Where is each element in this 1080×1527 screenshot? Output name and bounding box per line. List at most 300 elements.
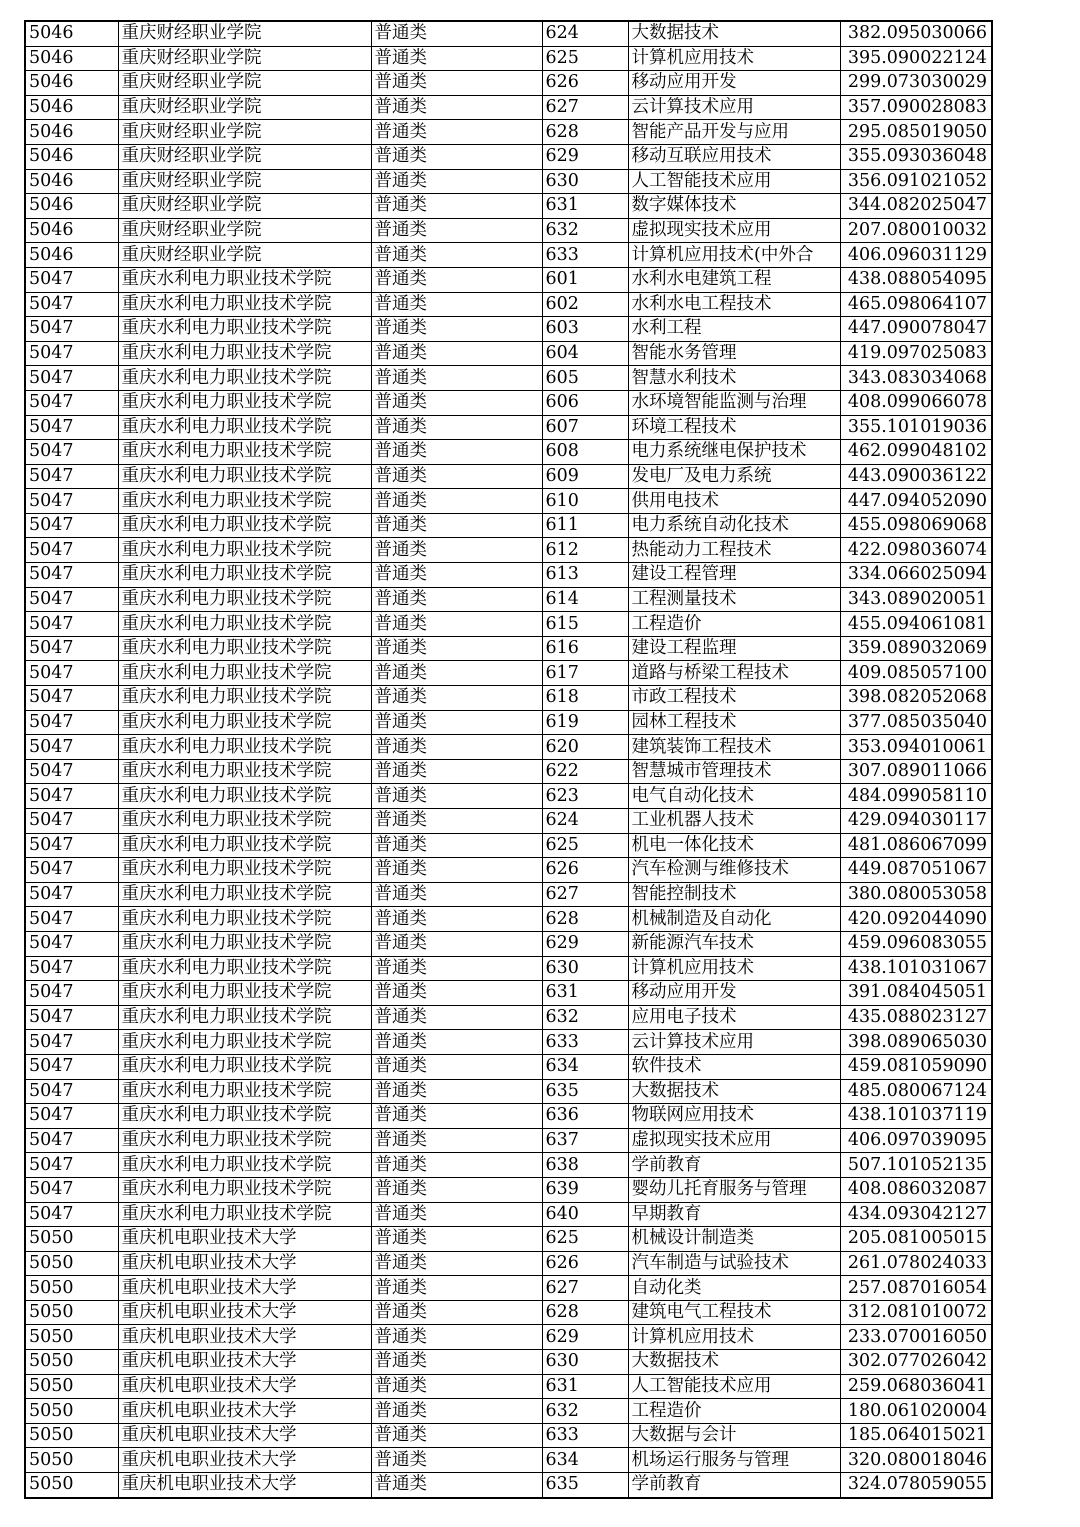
score-cell: 447.090078047 xyxy=(840,317,992,342)
school-name-cell: 重庆水利电力职业技术学院 xyxy=(118,464,371,489)
major-code-cell: 634 xyxy=(542,1054,628,1079)
category-cell: 普通类 xyxy=(371,981,542,1006)
school-name-cell: 重庆水利电力职业技术学院 xyxy=(118,587,371,612)
major-code-cell: 640 xyxy=(542,1202,628,1227)
major-code-cell: 624 xyxy=(542,809,628,834)
school-name-cell: 重庆机电职业技术大学 xyxy=(118,1276,371,1301)
school-code-cell: 5047 xyxy=(25,513,118,538)
major-name-cell: 学前教育 xyxy=(628,1473,840,1498)
table-row xyxy=(25,390,992,415)
major-code-cell: 629 xyxy=(542,931,628,956)
major-name-cell: 云计算技术应用 xyxy=(628,95,840,120)
score-cell: 449.087051067 xyxy=(840,858,992,883)
major-name-cell: 电气自动化技术 xyxy=(628,784,840,809)
category-cell: 普通类 xyxy=(371,661,542,686)
score-cell: 406.096031129 xyxy=(840,243,992,268)
school-code-cell: 5050 xyxy=(25,1448,118,1473)
category-cell: 普通类 xyxy=(371,21,542,46)
school-name-cell: 重庆机电职业技术大学 xyxy=(118,1399,371,1424)
school-name-cell: 重庆机电职业技术大学 xyxy=(118,1423,371,1448)
major-name-cell: 大数据技术 xyxy=(628,21,840,46)
school-code-cell: 5047 xyxy=(25,1128,118,1153)
school-code-cell: 5047 xyxy=(25,538,118,563)
school-name-cell: 重庆水利电力职业技术学院 xyxy=(118,538,371,563)
table-row xyxy=(25,194,992,219)
school-code-cell: 5047 xyxy=(25,415,118,440)
category-cell: 普通类 xyxy=(371,809,542,834)
major-code-cell: 618 xyxy=(542,686,628,711)
school-name-cell: 重庆水利电力职业技术学院 xyxy=(118,1153,371,1178)
table-row xyxy=(25,1128,992,1153)
table-row xyxy=(25,1350,992,1375)
category-cell: 普通类 xyxy=(371,1473,542,1498)
school-name-cell: 重庆水利电力职业技术学院 xyxy=(118,1177,371,1202)
major-code-cell: 636 xyxy=(542,1104,628,1129)
category-cell: 普通类 xyxy=(371,587,542,612)
school-code-cell: 5050 xyxy=(25,1251,118,1276)
school-code-cell: 5047 xyxy=(25,907,118,932)
table-row xyxy=(25,1448,992,1473)
major-code-cell: 615 xyxy=(542,612,628,637)
major-name-cell: 园林工程技术 xyxy=(628,710,840,735)
major-name-cell: 移动应用开发 xyxy=(628,71,840,96)
table-row xyxy=(25,218,992,243)
category-cell: 普通类 xyxy=(371,1423,542,1448)
major-name-cell: 软件技术 xyxy=(628,1054,840,1079)
table-row xyxy=(25,1202,992,1227)
school-code-cell: 5046 xyxy=(25,194,118,219)
major-code-cell: 625 xyxy=(542,46,628,71)
major-name-cell: 人工智能技术应用 xyxy=(628,1374,840,1399)
school-code-cell: 5047 xyxy=(25,341,118,366)
category-cell: 普通类 xyxy=(371,144,542,169)
school-code-cell: 5047 xyxy=(25,1104,118,1129)
category-cell: 普通类 xyxy=(371,1350,542,1375)
school-code-cell: 5047 xyxy=(25,784,118,809)
major-code-cell: 620 xyxy=(542,735,628,760)
school-name-cell: 重庆水利电力职业技术学院 xyxy=(118,759,371,784)
score-cell: 307.089011066 xyxy=(840,759,992,784)
category-cell: 普通类 xyxy=(371,46,542,71)
school-name-cell: 重庆水利电力职业技术学院 xyxy=(118,1005,371,1030)
major-name-cell: 工业机器人技术 xyxy=(628,809,840,834)
school-code-cell: 5046 xyxy=(25,169,118,194)
major-name-cell: 虚拟现实技术应用 xyxy=(628,1128,840,1153)
score-cell: 420.092044090 xyxy=(840,907,992,932)
major-name-cell: 工程造价 xyxy=(628,612,840,637)
major-code-cell: 604 xyxy=(542,341,628,366)
school-name-cell: 重庆水利电力职业技术学院 xyxy=(118,292,371,317)
school-name-cell: 重庆财经职业学院 xyxy=(118,95,371,120)
major-code-cell: 628 xyxy=(542,1300,628,1325)
category-cell: 普通类 xyxy=(371,1005,542,1030)
major-name-cell: 数字媒体技术 xyxy=(628,194,840,219)
score-cell: 438.101031067 xyxy=(840,956,992,981)
school-name-cell: 重庆水利电力职业技术学院 xyxy=(118,1079,371,1104)
major-name-cell: 婴幼儿托育服务与管理 xyxy=(628,1177,840,1202)
major-code-cell: 601 xyxy=(542,267,628,292)
school-name-cell: 重庆财经职业学院 xyxy=(118,46,371,71)
category-cell: 普通类 xyxy=(371,71,542,96)
school-code-cell: 5047 xyxy=(25,612,118,637)
category-cell: 普通类 xyxy=(371,686,542,711)
major-code-cell: 632 xyxy=(542,1399,628,1424)
score-cell: 299.073030029 xyxy=(840,71,992,96)
school-name-cell: 重庆水利电力职业技术学院 xyxy=(118,440,371,465)
school-name-cell: 重庆水利电力职业技术学院 xyxy=(118,341,371,366)
score-cell: 334.066025094 xyxy=(840,563,992,588)
school-name-cell: 重庆财经职业学院 xyxy=(118,21,371,46)
category-cell: 普通类 xyxy=(371,218,542,243)
major-code-cell: 629 xyxy=(542,1325,628,1350)
major-name-cell: 工程测量技术 xyxy=(628,587,840,612)
score-cell: 408.099066078 xyxy=(840,390,992,415)
school-code-cell: 5047 xyxy=(25,292,118,317)
major-name-cell: 大数据技术 xyxy=(628,1079,840,1104)
school-code-cell: 5050 xyxy=(25,1473,118,1498)
school-name-cell: 重庆水利电力职业技术学院 xyxy=(118,981,371,1006)
school-name-cell: 重庆水利电力职业技术学院 xyxy=(118,710,371,735)
score-cell: 257.087016054 xyxy=(840,1276,992,1301)
school-code-cell: 5046 xyxy=(25,71,118,96)
major-code-cell: 627 xyxy=(542,882,628,907)
school-name-cell: 重庆水利电力职业技术学院 xyxy=(118,833,371,858)
school-name-cell: 重庆机电职业技术大学 xyxy=(118,1374,371,1399)
school-name-cell: 重庆水利电力职业技术学院 xyxy=(118,317,371,342)
school-code-cell: 5047 xyxy=(25,1054,118,1079)
school-name-cell: 重庆水利电力职业技术学院 xyxy=(118,267,371,292)
score-cell: 382.095030066 xyxy=(840,21,992,46)
school-code-cell: 5046 xyxy=(25,46,118,71)
category-cell: 普通类 xyxy=(371,956,542,981)
category-cell: 普通类 xyxy=(371,858,542,883)
score-cell: 481.086067099 xyxy=(840,833,992,858)
major-name-cell: 热能动力工程技术 xyxy=(628,538,840,563)
category-cell: 普通类 xyxy=(371,1079,542,1104)
school-code-cell: 5047 xyxy=(25,710,118,735)
school-code-cell: 5047 xyxy=(25,1153,118,1178)
table-row xyxy=(25,1251,992,1276)
score-cell: 357.090028083 xyxy=(840,95,992,120)
table-row xyxy=(25,267,992,292)
major-name-cell: 计算机应用技术 xyxy=(628,956,840,981)
score-cell: 465.098064107 xyxy=(840,292,992,317)
school-code-cell: 5047 xyxy=(25,1005,118,1030)
major-name-cell: 机械设计制造类 xyxy=(628,1227,840,1252)
table-row xyxy=(25,1473,992,1498)
table-row xyxy=(25,71,992,96)
major-code-cell: 631 xyxy=(542,981,628,1006)
school-code-cell: 5047 xyxy=(25,1202,118,1227)
major-code-cell: 638 xyxy=(542,1153,628,1178)
school-name-cell: 重庆水利电力职业技术学院 xyxy=(118,513,371,538)
score-cell: 398.082052068 xyxy=(840,686,992,711)
school-name-cell: 重庆机电职业技术大学 xyxy=(118,1448,371,1473)
category-cell: 普通类 xyxy=(371,1374,542,1399)
category-cell: 普通类 xyxy=(371,440,542,465)
category-cell: 普通类 xyxy=(371,759,542,784)
school-code-cell: 5047 xyxy=(25,686,118,711)
school-name-cell: 重庆水利电力职业技术学院 xyxy=(118,907,371,932)
major-name-cell: 应用电子技术 xyxy=(628,1005,840,1030)
school-name-cell: 重庆水利电力职业技术学院 xyxy=(118,489,371,514)
school-code-cell: 5047 xyxy=(25,661,118,686)
category-cell: 普通类 xyxy=(371,1227,542,1252)
major-code-cell: 610 xyxy=(542,489,628,514)
admission-score-table-container xyxy=(24,20,991,1499)
category-cell: 普通类 xyxy=(371,366,542,391)
category-cell: 普通类 xyxy=(371,612,542,637)
category-cell: 普通类 xyxy=(371,538,542,563)
category-cell: 普通类 xyxy=(371,1030,542,1055)
category-cell: 普通类 xyxy=(371,120,542,145)
school-code-cell: 5047 xyxy=(25,366,118,391)
school-name-cell: 重庆财经职业学院 xyxy=(118,194,371,219)
school-name-cell: 重庆机电职业技术大学 xyxy=(118,1300,371,1325)
school-code-cell: 5046 xyxy=(25,21,118,46)
major-code-cell: 602 xyxy=(542,292,628,317)
score-cell: 205.081005015 xyxy=(840,1227,992,1252)
school-name-cell: 重庆机电职业技术大学 xyxy=(118,1325,371,1350)
school-code-cell: 5047 xyxy=(25,267,118,292)
admission-score-table xyxy=(24,20,993,1499)
major-name-cell: 智慧水利技术 xyxy=(628,366,840,391)
major-name-cell: 机电一体化技术 xyxy=(628,833,840,858)
score-cell: 422.098036074 xyxy=(840,538,992,563)
major-name-cell: 智慧城市管理技术 xyxy=(628,759,840,784)
major-name-cell: 机械制造及自动化 xyxy=(628,907,840,932)
school-name-cell: 重庆水利电力职业技术学院 xyxy=(118,686,371,711)
category-cell: 普通类 xyxy=(371,931,542,956)
major-code-cell: 608 xyxy=(542,440,628,465)
school-name-cell: 重庆机电职业技术大学 xyxy=(118,1350,371,1375)
score-cell: 343.083034068 xyxy=(840,366,992,391)
score-cell: 353.094010061 xyxy=(840,735,992,760)
table-row xyxy=(25,366,992,391)
school-code-cell: 5050 xyxy=(25,1276,118,1301)
score-cell: 324.078059055 xyxy=(840,1473,992,1498)
school-name-cell: 重庆水利电力职业技术学院 xyxy=(118,931,371,956)
score-cell: 391.084045051 xyxy=(840,981,992,1006)
school-code-cell: 5047 xyxy=(25,440,118,465)
table-row xyxy=(25,243,992,268)
category-cell: 普通类 xyxy=(371,1251,542,1276)
school-code-cell: 5050 xyxy=(25,1300,118,1325)
major-name-cell: 智能产品开发与应用 xyxy=(628,120,840,145)
category-cell: 普通类 xyxy=(371,1153,542,1178)
school-name-cell: 重庆水利电力职业技术学院 xyxy=(118,1054,371,1079)
school-name-cell: 重庆水利电力职业技术学院 xyxy=(118,1030,371,1055)
category-cell: 普通类 xyxy=(371,95,542,120)
major-name-cell: 建筑电气工程技术 xyxy=(628,1300,840,1325)
table-row xyxy=(25,415,992,440)
category-cell: 普通类 xyxy=(371,1054,542,1079)
major-name-cell: 计算机应用技术 xyxy=(628,1325,840,1350)
score-cell: 459.081059090 xyxy=(840,1054,992,1079)
school-code-cell: 5046 xyxy=(25,218,118,243)
major-code-cell: 626 xyxy=(542,71,628,96)
score-cell: 207.080010032 xyxy=(840,218,992,243)
major-name-cell: 大数据技术 xyxy=(628,1350,840,1375)
category-cell: 普通类 xyxy=(371,784,542,809)
score-cell: 377.085035040 xyxy=(840,710,992,735)
school-code-cell: 5047 xyxy=(25,317,118,342)
school-name-cell: 重庆水利电力职业技术学院 xyxy=(118,636,371,661)
score-cell: 320.080018046 xyxy=(840,1448,992,1473)
table-row xyxy=(25,784,992,809)
score-cell: 409.085057100 xyxy=(840,661,992,686)
score-cell: 455.098069068 xyxy=(840,513,992,538)
major-code-cell: 630 xyxy=(542,169,628,194)
table-row xyxy=(25,440,992,465)
school-name-cell: 重庆财经职业学院 xyxy=(118,144,371,169)
school-code-cell: 5047 xyxy=(25,833,118,858)
score-cell: 344.082025047 xyxy=(840,194,992,219)
school-name-cell: 重庆水利电力职业技术学院 xyxy=(118,563,371,588)
category-cell: 普通类 xyxy=(371,1128,542,1153)
major-name-cell: 物联网应用技术 xyxy=(628,1104,840,1129)
table-row xyxy=(25,1227,992,1252)
category-cell: 普通类 xyxy=(371,1104,542,1129)
school-code-cell: 5050 xyxy=(25,1325,118,1350)
school-code-cell: 5050 xyxy=(25,1399,118,1424)
score-cell: 507.101052135 xyxy=(840,1153,992,1178)
score-cell: 408.086032087 xyxy=(840,1177,992,1202)
category-cell: 普通类 xyxy=(371,415,542,440)
table-row xyxy=(25,1054,992,1079)
category-cell: 普通类 xyxy=(371,833,542,858)
table-row xyxy=(25,1104,992,1129)
major-name-cell: 水利水电工程技术 xyxy=(628,292,840,317)
table-row xyxy=(25,1153,992,1178)
score-cell: 438.101037119 xyxy=(840,1104,992,1129)
major-name-cell: 电力系统自动化技术 xyxy=(628,513,840,538)
table-row xyxy=(25,907,992,932)
major-code-cell: 628 xyxy=(542,120,628,145)
school-code-cell: 5046 xyxy=(25,95,118,120)
school-name-cell: 重庆财经职业学院 xyxy=(118,71,371,96)
table-row xyxy=(25,587,992,612)
major-code-cell: 632 xyxy=(542,1005,628,1030)
score-cell: 359.089032069 xyxy=(840,636,992,661)
school-code-cell: 5050 xyxy=(25,1374,118,1399)
major-code-cell: 635 xyxy=(542,1079,628,1104)
table-row xyxy=(25,1177,992,1202)
score-cell: 355.101019036 xyxy=(840,415,992,440)
table-row xyxy=(25,612,992,637)
major-name-cell: 智能水务管理 xyxy=(628,341,840,366)
school-code-cell: 5047 xyxy=(25,563,118,588)
major-name-cell: 建筑装饰工程技术 xyxy=(628,735,840,760)
school-name-cell: 重庆水利电力职业技术学院 xyxy=(118,661,371,686)
major-code-cell: 612 xyxy=(542,538,628,563)
major-name-cell: 早期教育 xyxy=(628,1202,840,1227)
school-code-cell: 5047 xyxy=(25,956,118,981)
table-row xyxy=(25,1276,992,1301)
major-code-cell: 624 xyxy=(542,21,628,46)
major-name-cell: 大数据与会计 xyxy=(628,1423,840,1448)
major-code-cell: 629 xyxy=(542,144,628,169)
school-code-cell: 5047 xyxy=(25,1177,118,1202)
school-code-cell: 5050 xyxy=(25,1227,118,1252)
table-row xyxy=(25,1005,992,1030)
score-cell: 261.078024033 xyxy=(840,1251,992,1276)
school-name-cell: 重庆水利电力职业技术学院 xyxy=(118,1202,371,1227)
major-name-cell: 汽车制造与试验技术 xyxy=(628,1251,840,1276)
category-cell: 普通类 xyxy=(371,194,542,219)
major-code-cell: 631 xyxy=(542,194,628,219)
school-name-cell: 重庆财经职业学院 xyxy=(118,120,371,145)
category-cell: 普通类 xyxy=(371,489,542,514)
table-row xyxy=(25,833,992,858)
category-cell: 普通类 xyxy=(371,317,542,342)
table-row xyxy=(25,661,992,686)
major-name-cell: 水环境智能监测与治理 xyxy=(628,390,840,415)
major-code-cell: 623 xyxy=(542,784,628,809)
major-name-cell: 自动化类 xyxy=(628,1276,840,1301)
category-cell: 普通类 xyxy=(371,341,542,366)
score-cell: 419.097025083 xyxy=(840,341,992,366)
school-name-cell: 重庆财经职业学院 xyxy=(118,243,371,268)
major-code-cell: 627 xyxy=(542,95,628,120)
score-cell: 447.094052090 xyxy=(840,489,992,514)
school-name-cell: 重庆水利电力职业技术学院 xyxy=(118,390,371,415)
major-code-cell: 617 xyxy=(542,661,628,686)
major-code-cell: 631 xyxy=(542,1374,628,1399)
major-name-cell: 建设工程管理 xyxy=(628,563,840,588)
table-row xyxy=(25,981,992,1006)
major-name-cell: 水利水电建筑工程 xyxy=(628,267,840,292)
table-row xyxy=(25,636,992,661)
major-code-cell: 639 xyxy=(542,1177,628,1202)
category-cell: 普通类 xyxy=(371,636,542,661)
major-code-cell: 627 xyxy=(542,1276,628,1301)
category-cell: 普通类 xyxy=(371,513,542,538)
score-cell: 459.096083055 xyxy=(840,931,992,956)
major-name-cell: 移动互联应用技术 xyxy=(628,144,840,169)
major-name-cell: 新能源汽车技术 xyxy=(628,931,840,956)
major-code-cell: 619 xyxy=(542,710,628,735)
school-name-cell: 重庆财经职业学院 xyxy=(118,169,371,194)
major-code-cell: 625 xyxy=(542,1227,628,1252)
school-name-cell: 重庆水利电力职业技术学院 xyxy=(118,858,371,883)
major-code-cell: 633 xyxy=(542,1423,628,1448)
school-name-cell: 重庆财经职业学院 xyxy=(118,218,371,243)
score-cell: 438.088054095 xyxy=(840,267,992,292)
major-code-cell: 613 xyxy=(542,563,628,588)
table-row xyxy=(25,538,992,563)
table-row xyxy=(25,1325,992,1350)
major-code-cell: 611 xyxy=(542,513,628,538)
score-cell: 233.070016050 xyxy=(840,1325,992,1350)
category-cell: 普通类 xyxy=(371,1399,542,1424)
school-name-cell: 重庆水利电力职业技术学院 xyxy=(118,784,371,809)
school-code-cell: 5047 xyxy=(25,981,118,1006)
school-code-cell: 5047 xyxy=(25,809,118,834)
table-row xyxy=(25,144,992,169)
table-row xyxy=(25,759,992,784)
table-row xyxy=(25,292,992,317)
major-code-cell: 607 xyxy=(542,415,628,440)
school-name-cell: 重庆机电职业技术大学 xyxy=(118,1473,371,1498)
score-cell: 435.088023127 xyxy=(840,1005,992,1030)
score-cell: 185.064015021 xyxy=(840,1423,992,1448)
major-code-cell: 632 xyxy=(542,218,628,243)
score-cell: 380.080053058 xyxy=(840,882,992,907)
table-row xyxy=(25,882,992,907)
table-row xyxy=(25,120,992,145)
score-cell: 312.081010072 xyxy=(840,1300,992,1325)
